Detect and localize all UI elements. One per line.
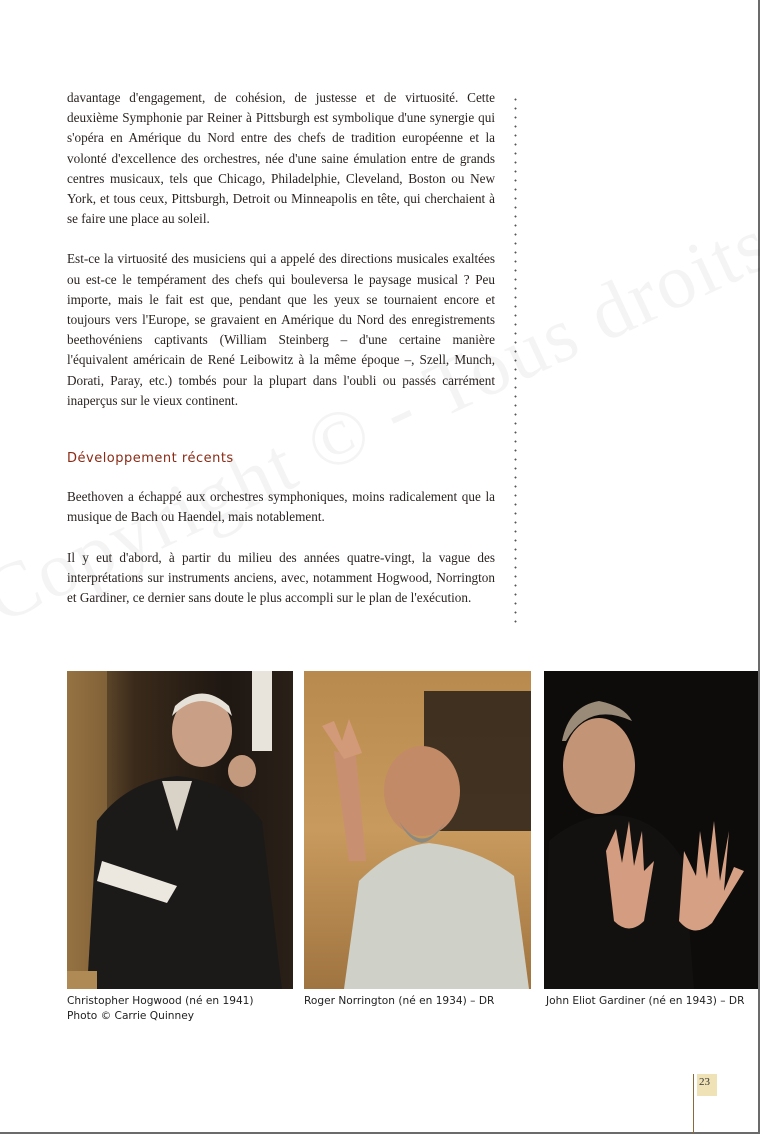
paragraph-3: Beethoven a échappé aux orchestres symphoniques, moins radicalement que la musique de Bach ou Haendel, mais notablement. (67, 489, 495, 525)
caption-hogwood-name: Christopher Hogwood (né en 1941) (67, 995, 254, 1007)
paragraph-2: Est-ce la virtuosité des musiciens qui a appelé des directions musicales exaltées ou est-ce le tempérament des chefs qui bouleversa le paysage musical ? Peu importe, mais le fait est que, pendant que les yeux se tournaient encore et toujours vers l'Europe, se gravaient en Amérique du Nord des enregistrements beethovéniens captivants (William Steinberg – d'une certaine manière l'équivalent américain de René Leibowitz à la même époque –, Szell, Munch, Dorati, Paray, etc.) tombés pour la plupart dans l'oubli ou passés carrément inaperçus sur le vieux continent. (67, 251, 495, 408)
article-text-column (67, 88, 495, 608)
photo-norrington-image (304, 671, 531, 989)
paragraph-4: Il y eut d'abord, à partir du milieu des années quatre-vingt, la vague des interprétations sur instruments anciens, avec, notamment Hogwood, Norrington et Gardiner, ce dernier sans doute le plus accompli sur le plan de l'exécution. (67, 549, 495, 606)
caption-gardiner-name: John Eliot Gardiner (né en 1943) – DR (546, 995, 745, 1007)
photo-gardiner (544, 671, 758, 989)
section-heading: Développement récents (67, 451, 234, 467)
dotted-divider (514, 95, 517, 627)
paragraph-1: davantage d'engagement, de cohésion, de justesse et de virtuosité. Cette deuxième Symphonie par Reiner à Pittsburgh est symbolique d'une synergie qui s'opéra en Amérique du Nord entre des chefs de tradition européenne et la volonté d'excellence des orchestres, née d'une saine émulation entre de grands centres musicaux, tels que Chicago, Philadelphie, Cleveland, Boston ou New York, et tous ceux, Pittsburgh, Detroit ou Minneapolis en tête, qui cherchaient à se faire une place au soleil. (67, 90, 495, 227)
photo-gardiner-image (544, 671, 758, 989)
photo-norrington (304, 671, 531, 989)
caption-gardiner (546, 994, 744, 1009)
caption-norrington-name: Roger Norrington (né en 1934) – DR (304, 995, 495, 1007)
caption-hogwood (67, 994, 254, 1024)
photo-hogwood (67, 671, 293, 989)
caption-norrington (304, 994, 494, 1009)
page-number-rule (693, 1074, 694, 1134)
caption-hogwood-credit: Photo © Carrie Quinney (67, 1010, 195, 1022)
page-number: 23 (699, 1076, 710, 1088)
photo-hogwood-image (67, 671, 293, 989)
